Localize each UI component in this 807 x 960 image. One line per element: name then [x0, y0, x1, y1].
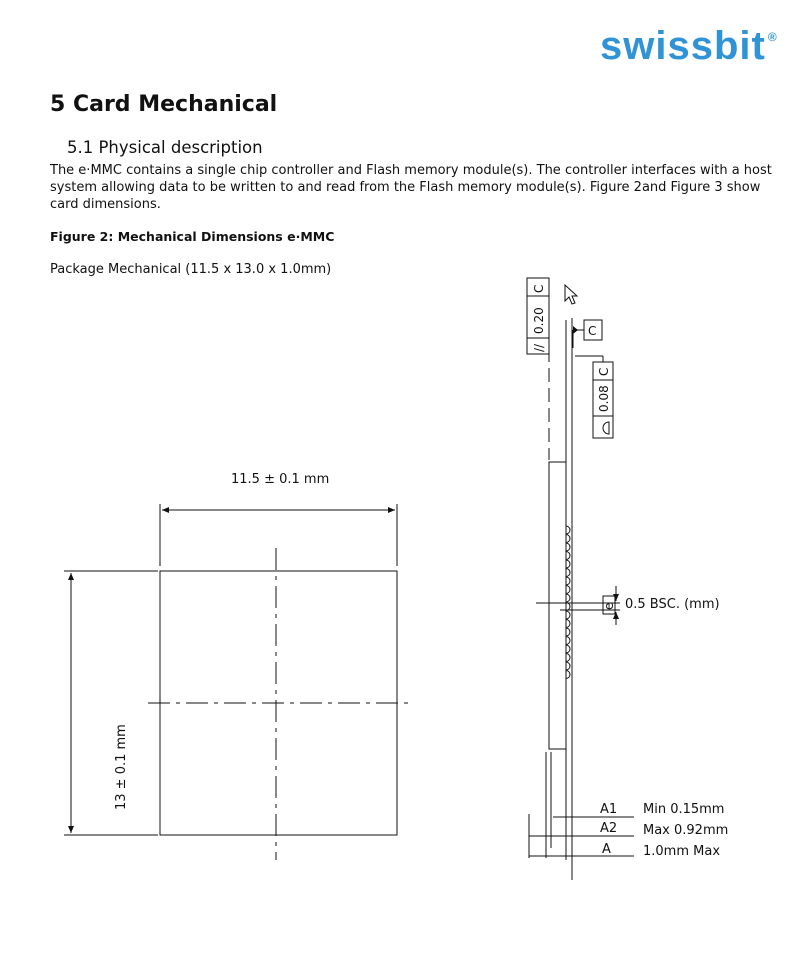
height-dimension-label: 13 ± 0.1 mm	[114, 724, 129, 810]
dim-a2-code: A2	[600, 821, 618, 836]
section-subtitle: 5.1 Physical description	[67, 138, 263, 157]
package-body-side	[549, 462, 566, 749]
figure-caption: Figure 2: Mechanical Dimensions e·MMC	[50, 229, 335, 244]
solder-balls	[566, 526, 570, 679]
package-label: Package Mechanical (11.5 x 13.0 x 1.0mm)	[50, 262, 332, 277]
parallelism-tolerance: 0.20	[532, 307, 546, 334]
solder-ball	[566, 611, 570, 619]
solder-ball	[566, 662, 570, 670]
solder-ball	[566, 543, 570, 551]
dim-a1-label: Min 0.15mm	[643, 802, 725, 817]
side-view	[527, 278, 728, 880]
flatness-tolerance: 0.08	[597, 385, 611, 412]
cursor-icon	[565, 285, 577, 304]
solder-ball	[566, 603, 570, 611]
solder-ball	[566, 569, 570, 577]
solder-ball	[566, 552, 570, 560]
body-paragraph: The e·MMC contains a single chip controller and Flash memory module(s). The controller interfaces with a host system allowing data to be written to and read from the Flash memory module(s). Figure 2and Figure 3 show card dimensions.	[50, 163, 772, 212]
pitch-label: 0.5 BSC. (mm)	[625, 597, 720, 612]
dim-a-code: A	[602, 842, 611, 857]
solder-ball	[566, 577, 570, 585]
solder-ball	[566, 586, 570, 594]
dim-a2-label: Max 0.92mm	[643, 823, 729, 838]
solder-ball	[566, 654, 570, 662]
solder-ball	[566, 637, 570, 645]
logo-text: swissbit	[600, 24, 766, 68]
solder-ball	[566, 594, 570, 602]
parallelism-symbol: //	[532, 343, 546, 352]
registered-mark: ®	[767, 30, 778, 44]
datum-c-label: C	[588, 324, 597, 338]
section-title: 5 Card Mechanical	[50, 92, 278, 117]
width-dimension-label: 11.5 ± 0.1 mm	[231, 472, 330, 487]
datum-triangle	[573, 326, 578, 334]
solder-ball	[566, 628, 570, 636]
parallelism-datum: C	[532, 284, 546, 293]
solder-ball	[566, 671, 570, 679]
solder-ball	[566, 560, 570, 568]
pitch-symbol: e	[602, 602, 616, 610]
flatness-symbol-icon	[603, 422, 609, 434]
solder-ball	[566, 535, 570, 543]
flatness-datum: C	[597, 367, 611, 376]
dim-a-label: 1.0mm Max	[643, 844, 721, 859]
solder-ball	[566, 620, 570, 628]
dim-a1-code: A1	[600, 802, 618, 817]
solder-ball	[566, 645, 570, 653]
solder-ball	[566, 526, 570, 534]
top-view	[64, 472, 408, 860]
